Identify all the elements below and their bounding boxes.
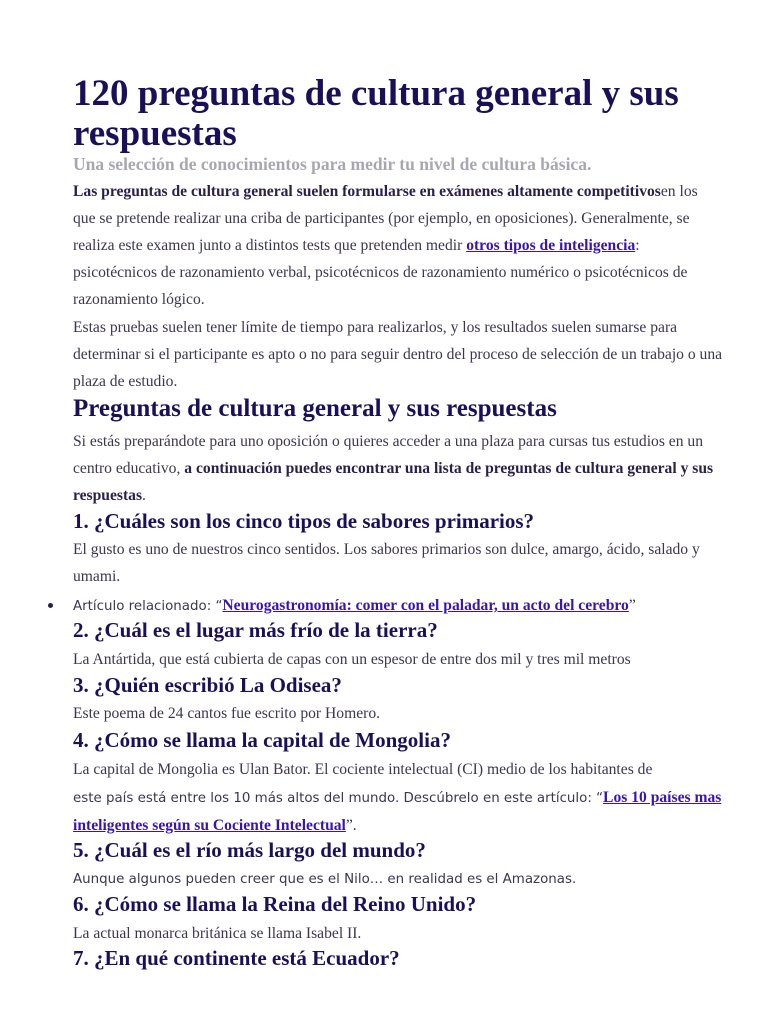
question-heading-7: 7. ¿En qué continente está Ecuador? (73, 946, 400, 970)
section-bold-text: a continuación puedes encontrar una lista de preguntas de cultura general y sus respuestas (73, 460, 714, 504)
intro-bold-text: Las preguntas de cultura general suelen formularse en exámenes altamente competitivos (73, 183, 661, 200)
link-otros-tipos-inteligencia[interactable]: otros tipos de inteligencia (466, 237, 636, 254)
related-suffix: ” (628, 597, 636, 614)
question-heading-5: 5. ¿Cuál es el río más largo del mundo? (73, 838, 426, 862)
answer-4: La capital de Mongolia es Ulan Bator. El cociente intelectual (CI) medio de los habitantes de (73, 761, 653, 778)
answer-5: Aunque algunos pueden creer que es el Nilo… en realidad es el Amazonas. (73, 872, 577, 887)
related-article (73, 592, 723, 620)
section-text: Si estás preparándote para uno oposición o quieres acceder a una plaza para cursas tus estudios en un centro educativo, (73, 433, 704, 477)
question-heading-6: 6. ¿Cómo se llama la Reina del Reino Unido? (73, 892, 477, 916)
answer-2: La Antártida, que está cubierta de capas con un espesor de entre dos mil y tres mil metros (73, 651, 631, 668)
link-paises-inteligentes[interactable]: Los 10 países mas inteligentes según su Cociente Intelectual (73, 789, 722, 834)
bullet-icon (48, 603, 53, 608)
question-heading-1: 1. ¿Cuáles son los cinco tipos de sabores primarios? (73, 509, 535, 533)
section-end: . (142, 487, 146, 504)
question-heading-4: 4. ¿Cómo se llama la capital de Mongolia? (73, 728, 451, 752)
section-paragraph (73, 428, 723, 509)
answer-4-continued (73, 784, 743, 839)
intro-paragraph (73, 178, 723, 313)
related-prefix: Artículo relacionado: “ (73, 599, 223, 614)
answer-6: La actual monarca británica se llama Isabel II. (73, 925, 362, 942)
intro-text-1: en los que se pretende realizar una criba de participantes (por ejemplo, en oposiciones). Generalmente, se realiza este examen junto a distintos tests que pretenden medir (73, 183, 698, 254)
question-heading-3: 3. ¿Quién escribió La Odisea? (73, 673, 342, 697)
article-subtitle: Una selección de conocimientos para medir tu nivel de cultura básica. (73, 154, 592, 174)
intro-paragraph-2: Estas pruebas suelen tener límite de tiempo para realizarlos, y los resultados suelen sumarse para determinar si el participante es apto o no para seguir dentro del proceso de selección de un trabajo o una plaza de estudio. (73, 319, 723, 390)
answer-4-text-3: ”. (345, 817, 357, 834)
answer-4-text-2: este país está entre los 10 más altos del mundo. Descúbrelo en este artículo: “ (73, 791, 604, 806)
answer-3: Este poema de 24 cantos fue escrito por Homero. (73, 705, 381, 722)
intro-text-2: : psicotécnicos de razonamiento verbal, psicotécnicos de razonamiento numérico o psicotécnicos de razonamiento lógico. (73, 237, 688, 308)
link-neurogastronomia[interactable]: Neurogastronomía: comer con el paladar, un acto del cerebro (222, 597, 629, 614)
section-heading: Preguntas de cultura general y sus respuestas (73, 395, 557, 422)
question-heading-2: 2. ¿Cuál es el lugar más frío de la tierra? (73, 618, 438, 642)
answer-1: El gusto es uno de nuestros cinco sentidos. Los sabores primarios son dulce, amargo, ácido, salado y umami. (73, 541, 700, 585)
article-title: 120 preguntas de cultura general y sus respuestas (73, 73, 679, 154)
